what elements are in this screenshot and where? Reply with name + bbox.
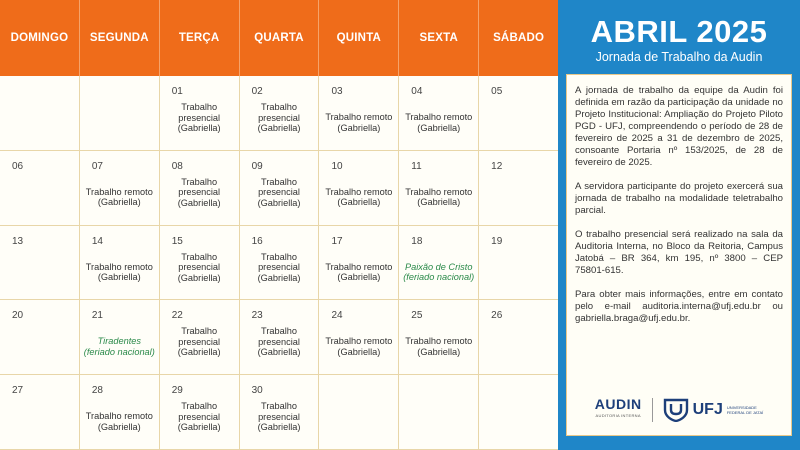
day-number: 01 xyxy=(171,86,183,97)
audin-logo xyxy=(595,398,642,422)
calendar-day xyxy=(319,300,399,374)
calendar-day xyxy=(240,76,320,150)
calendar-day xyxy=(0,300,80,374)
logo-divider xyxy=(652,398,653,422)
calendar-day xyxy=(160,375,240,449)
day-number: 10 xyxy=(331,160,343,172)
weekday-header: QUARTA xyxy=(240,0,320,76)
day-number: 19 xyxy=(491,235,503,247)
work-schedule-label: Trabalho presencial (Gabriella) xyxy=(177,251,221,283)
calendar-week xyxy=(0,300,558,375)
weekday-header: QUINTA xyxy=(319,0,399,76)
calendar-day xyxy=(240,300,320,374)
ufj-logo-tag xyxy=(727,405,763,415)
work-schedule-label: Trabalho presencial (Gabriella) xyxy=(257,102,301,133)
info-panel xyxy=(566,74,792,436)
day-number: 05 xyxy=(491,86,503,97)
day-number: 26 xyxy=(491,310,503,322)
info-paragraph: A servidora participante do projeto exercerá sua jornada de trabalho na modalidade teletrabalho parcial. xyxy=(575,181,783,216)
work-schedule-label: Trabalho presencial (Gabriella) xyxy=(177,401,221,433)
work-schedule-label: Trabalho presencial (Gabriella) xyxy=(177,102,221,133)
calendar-day xyxy=(240,151,320,225)
ufj-logo-tag-line: UNIVERSIDADE xyxy=(726,405,757,410)
calendar-week xyxy=(0,76,558,151)
calendar-day xyxy=(399,226,479,300)
work-schedule-label: Trabalho remoto (Gabriella) xyxy=(85,411,153,432)
audin-logo-tag: AUDITORIA INTERNA xyxy=(595,413,641,418)
day-number: 16 xyxy=(251,235,263,247)
ufj-logo-text: UFJ xyxy=(692,401,723,418)
calendar-week xyxy=(0,226,558,301)
calendar-day xyxy=(80,151,160,225)
calendar-week xyxy=(0,151,558,226)
sidebar-subtitle: Jornada de Trabalho da Audin xyxy=(595,50,763,64)
day-number: 25 xyxy=(411,310,423,322)
work-schedule-label: Trabalho remoto (Gabriella) xyxy=(325,112,393,133)
calendar-day xyxy=(160,76,240,150)
day-number: 08 xyxy=(171,160,183,172)
calendar-day xyxy=(80,375,160,449)
calendar-day xyxy=(399,151,479,225)
day-number: 14 xyxy=(91,235,103,247)
calendar-day xyxy=(479,300,558,374)
day-number: 04 xyxy=(411,86,423,97)
day-number: 28 xyxy=(91,385,103,397)
weekday-header: SEXTA xyxy=(399,0,479,76)
calendar-day xyxy=(0,375,80,449)
day-number: 23 xyxy=(251,310,263,322)
calendar-day xyxy=(160,151,240,225)
work-schedule-label: Trabalho remoto (Gabriella) xyxy=(405,112,473,133)
work-schedule-label: Trabalho presencial (Gabriella) xyxy=(257,326,301,358)
day-number: 03 xyxy=(331,86,343,97)
day-number: 29 xyxy=(171,385,183,397)
calendar-day xyxy=(0,76,80,150)
weekday-header: SÁBADO xyxy=(493,32,545,44)
calendar-day xyxy=(240,226,320,300)
calendar-day xyxy=(479,226,558,300)
calendar-day xyxy=(240,375,320,449)
work-schedule-label: Trabalho remoto (Gabriella) xyxy=(325,336,393,357)
work-schedule-label: Trabalho remoto (Gabriella) xyxy=(405,186,473,208)
calendar-day xyxy=(80,300,160,374)
ufj-logo xyxy=(663,398,764,422)
work-schedule-label: Trabalho presencial (Gabriella) xyxy=(257,401,301,433)
weekday-header: SEGUNDA xyxy=(80,0,160,76)
calendar-day xyxy=(399,76,479,150)
calendar-week xyxy=(0,375,558,450)
work-schedule-label: Trabalho remoto (Gabriella) xyxy=(405,336,473,357)
work-schedule-label: Trabalho presencial (Gabriella) xyxy=(257,176,301,208)
calendar-day xyxy=(319,375,399,449)
day-number: 18 xyxy=(411,235,423,247)
work-schedule-label: Trabalho remoto (Gabriella) xyxy=(85,186,153,208)
calendar-day xyxy=(399,300,479,374)
calendar-day xyxy=(80,76,160,150)
calendar-day xyxy=(319,226,399,300)
calendar-grid xyxy=(0,76,558,450)
day-number: 13 xyxy=(12,235,24,247)
sidebar-title: ABRIL 2025 xyxy=(590,14,768,49)
day-number: 21 xyxy=(91,310,103,322)
weekday-header: DOMINGO xyxy=(0,0,80,76)
calendar-day xyxy=(399,375,479,449)
calendar-day xyxy=(479,375,558,449)
weekday-header-row xyxy=(0,0,558,76)
calendar-day xyxy=(319,151,399,225)
ufj-shield-icon xyxy=(663,398,689,422)
work-schedule-label: Trabalho presencial (Gabriella) xyxy=(177,176,221,208)
day-number: 02 xyxy=(251,86,263,97)
calendar-day xyxy=(0,226,80,300)
calendar-day xyxy=(80,226,160,300)
day-number: 17 xyxy=(331,235,343,247)
ufj-logo-tag-line: FEDERAL DE JATAÍ xyxy=(726,410,764,415)
audin-logo-text: AUDIN xyxy=(594,396,642,412)
work-schedule-label: Trabalho presencial (Gabriella) xyxy=(177,326,221,358)
work-schedule-label: Trabalho presencial (Gabriella) xyxy=(257,251,301,283)
calendar-day xyxy=(319,76,399,150)
work-schedule-label: Trabalho remoto (Gabriella) xyxy=(325,261,393,283)
day-number: 09 xyxy=(251,160,263,172)
calendar-day xyxy=(160,300,240,374)
day-number: 06 xyxy=(12,160,24,172)
calendar-day xyxy=(160,226,240,300)
day-number: 15 xyxy=(171,235,183,247)
day-number: 11 xyxy=(411,160,422,172)
holiday-label: Tiradentes (feriado nacional) xyxy=(83,336,155,357)
day-number: 30 xyxy=(251,385,263,397)
day-number: 22 xyxy=(171,310,183,322)
logos xyxy=(575,393,783,427)
info-paragraph: A jornada de trabalho da equipe da Audin foi definida em razão da participação da unidade no Projeto Institucional: Ampliação do Projeto Piloto PGD - UFJ, compreendendo o período de 28 de fevereiro de 2025 a 31 de dezembro de 2025, consoante Portaria nº 153/2025, de 28 de fevereiro de 2025. xyxy=(575,85,783,168)
day-number: 27 xyxy=(12,385,24,397)
weekday-header: TERÇA xyxy=(160,0,240,76)
day-number: 24 xyxy=(331,310,343,322)
sidebar xyxy=(558,0,800,450)
calendar-day xyxy=(479,76,558,150)
holiday-label: Paixão de Cristo (feriado nacional) xyxy=(403,261,475,283)
day-number: 12 xyxy=(491,160,503,172)
calendar-day xyxy=(479,151,558,225)
day-number: 20 xyxy=(12,310,24,322)
info-paragraph: Para obter mais informações, entre em contato pelo e-mail auditoria.interna@ufj.edu.br ou gabriella.braga@ufj.edu.br. xyxy=(575,289,783,324)
work-schedule-label: Trabalho remoto (Gabriella) xyxy=(325,186,393,208)
info-paragraph: O trabalho presencial será realizado na sala da Auditoria Interna, no Bloco da Reitoria, Campus Jatobá – BR 364, km 195, nº 3800 – CEP 75801-615. xyxy=(575,229,783,276)
day-number: 07 xyxy=(91,160,103,172)
calendar-day xyxy=(0,151,80,225)
work-schedule-label: Trabalho remoto (Gabriella) xyxy=(85,261,153,283)
